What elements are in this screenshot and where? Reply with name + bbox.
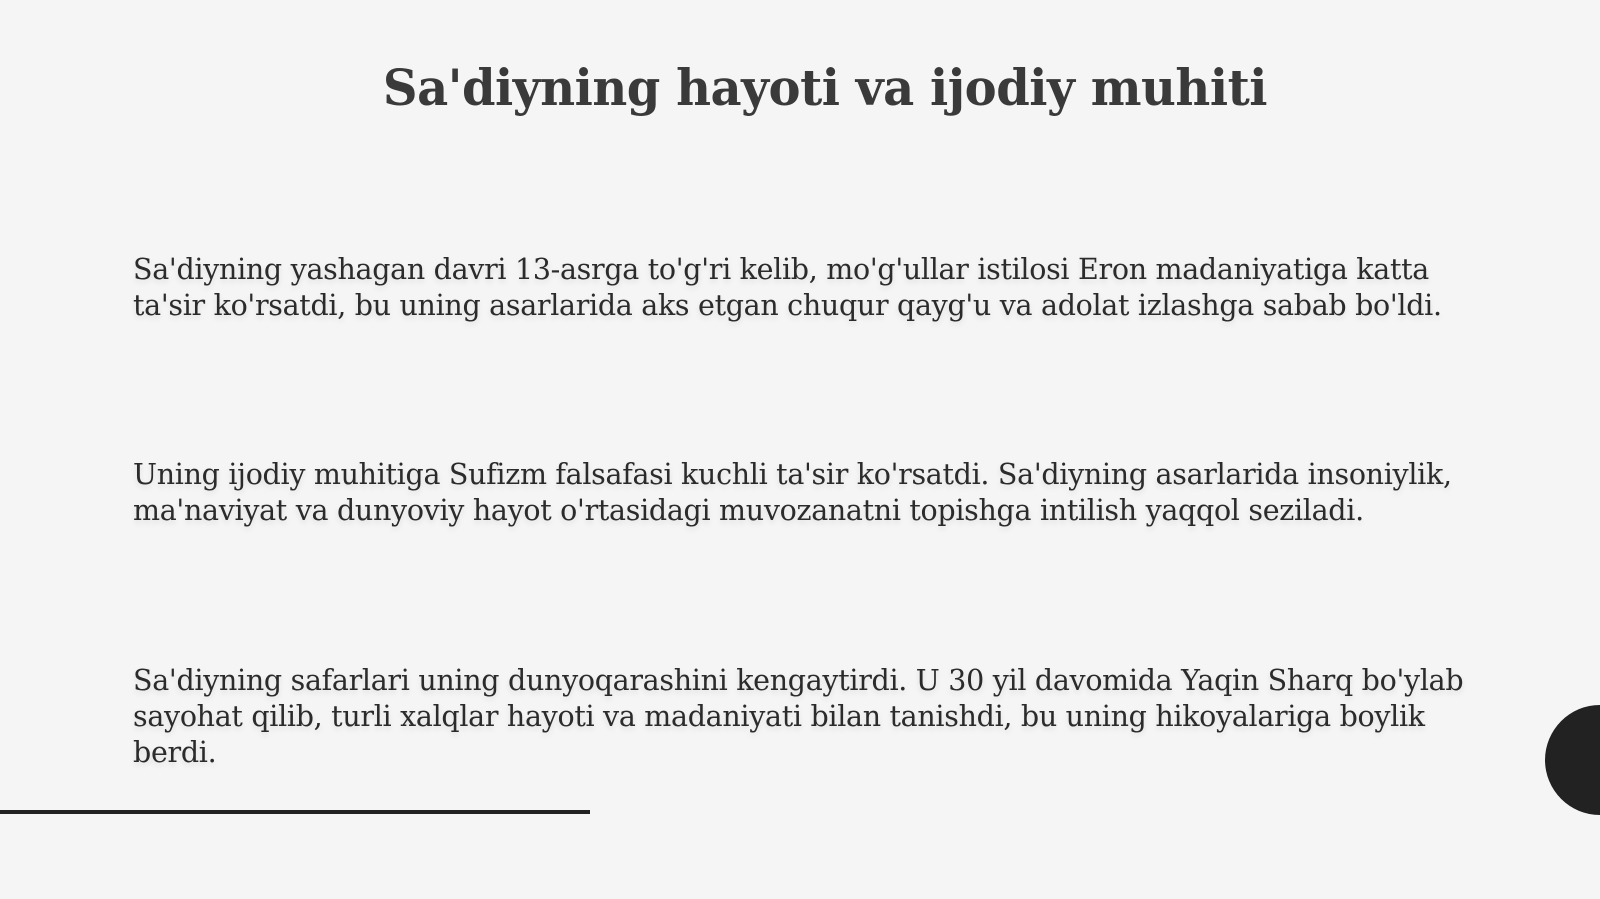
decorative-line <box>0 810 590 814</box>
paragraph-2: Uning ijodiy muhitiga Sufizm falsafasi kuchli ta'sir ko'rsatdi. Sa'diyning asarlarida insoniylik, ma'naviyat va dunyoviy hayot o'rtasidagi muvozanatni topishga intilish yaqqol seziladi. <box>133 458 1452 527</box>
paragraph-1: Sa'diyning yashagan davri 13-asrga to'g'ri kelib, mo'g'ullar istilosi Eron madaniyatiga katta ta'sir ko'rsatdi, bu uning asarlarida aks etgan chuqur qayg'u va adolat izlashga sabab bo'ldi. <box>133 253 1442 322</box>
slide-title: Sa'diyning hayoti va ijodiy muhiti <box>382 58 1268 117</box>
paragraph-3: Sa'diyning safarlari uning dunyoqarashini kengaytirdi. U 30 yil davomida Yaqin Sharq bo'ylab sayohat qilib, turli xalqlar hayoti va madaniyati bilan tanishdi, bu uning hikoyalariga boylik berdi. <box>133 664 1464 769</box>
decorative-circle <box>1545 705 1600 815</box>
